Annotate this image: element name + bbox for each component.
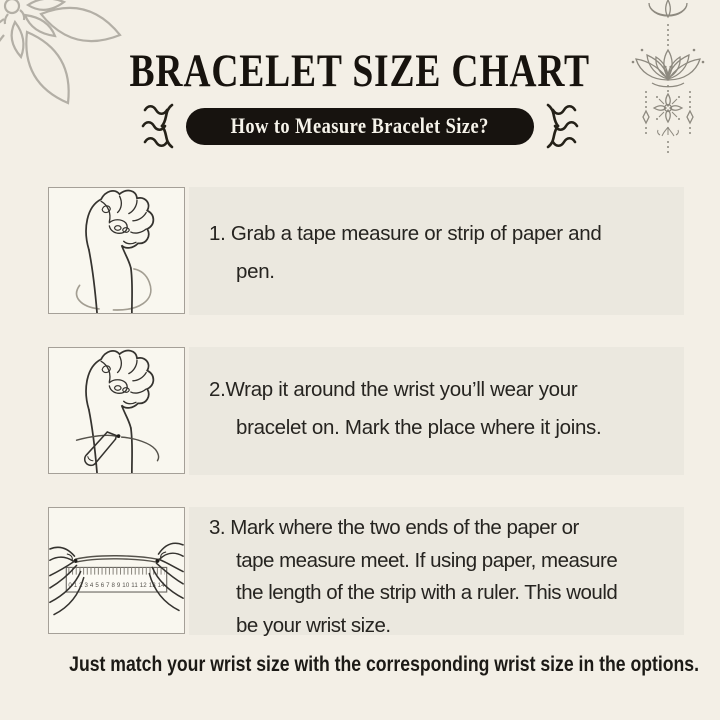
step3-line3: the length of the strip with a ruler. This would (236, 581, 618, 604)
step3-illustration (48, 507, 185, 634)
steps-list (48, 187, 684, 667)
step-row-2 (48, 347, 684, 475)
subtitle-text: How to Measure Bracelet Size? (230, 113, 490, 138)
page-title-text: BRACELET SIZE CHART (129, 45, 591, 97)
step2-text-panel (189, 347, 684, 475)
step3-line4: be your wrist size. (236, 613, 391, 637)
subtitle-banner (0, 103, 720, 149)
step2-illustration (48, 347, 185, 474)
right-flourish-icon (544, 103, 580, 149)
paper-strip (76, 556, 158, 563)
step-row-1 (48, 187, 684, 315)
step2-line2: bracelet on. Mark the place where it joins. (236, 416, 602, 439)
page-title (0, 44, 720, 98)
footnote-text: Just match your wrist size with the corresponding wrist size in the options. (69, 652, 700, 676)
step3-line1: 3. Mark where the two ends of the paper or (209, 516, 579, 539)
mark-dot (117, 434, 121, 438)
step2-line1: 2.Wrap it around the wrist you’ll wear your (209, 378, 578, 401)
left-flourish-icon (140, 103, 176, 149)
ruler-numbers: 0 1 2 3 4 5 6 7 8 9 10 11 12 13 14 (68, 581, 165, 589)
pen-marking-wrist-icon (49, 348, 184, 473)
step1-line2: pen. (236, 260, 275, 283)
footnote (0, 652, 720, 677)
hands-measuring-with-ruler-icon (49, 508, 184, 633)
subtitle-pill (186, 108, 533, 145)
step1-text-panel (189, 187, 684, 315)
step1-illustration (48, 187, 185, 314)
step3-line2: tape measure meet. If using paper, measure (236, 548, 618, 572)
step-row-3 (48, 507, 684, 635)
step1-line1: 1. Grab a tape measure or strip of paper and (209, 222, 602, 245)
hand-with-paper-strip-icon (49, 188, 184, 313)
step3-text-panel (189, 507, 684, 635)
